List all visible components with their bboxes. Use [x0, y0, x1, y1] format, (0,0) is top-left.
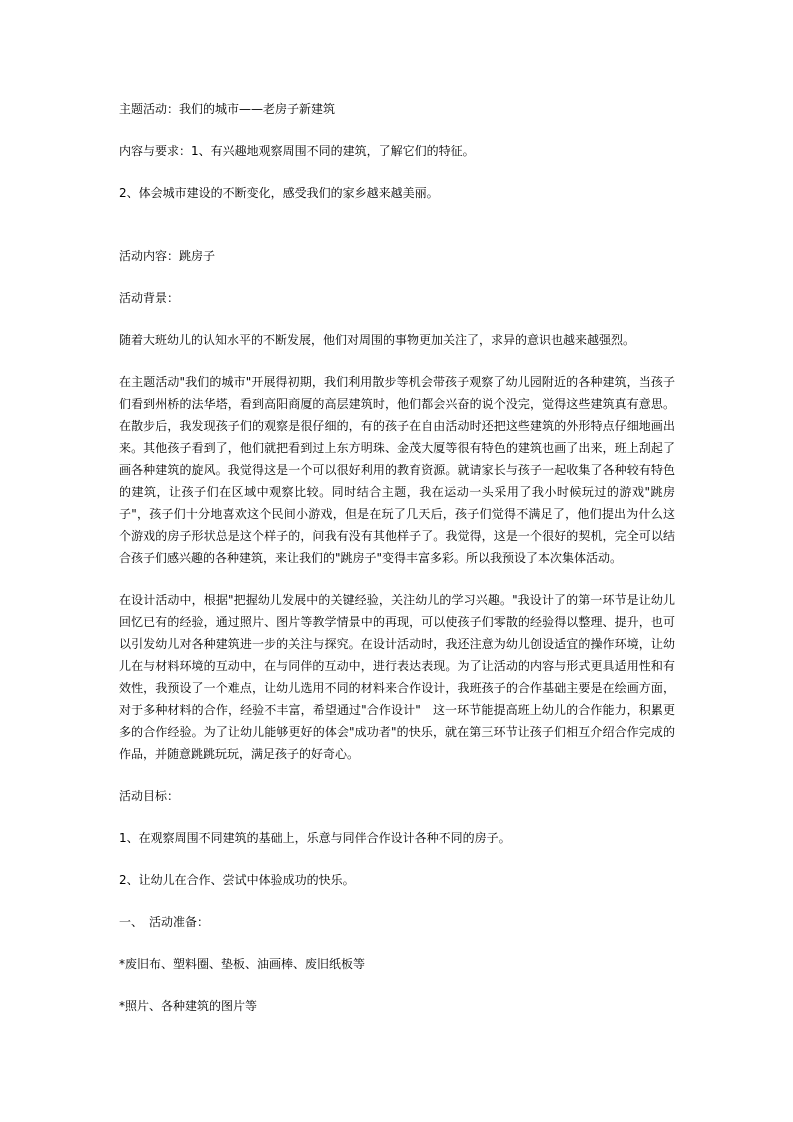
- theme-title: 主题活动：我们的城市——老房子新建筑: [119, 102, 336, 116]
- preparation-heading: 一、 活动准备：: [119, 915, 210, 929]
- background-paragraph-1: 随着大班幼儿的认知水平的不断发展，他们对周围的事物更加关注了，求异的意识也越来越强烈。: [119, 333, 636, 347]
- goals-heading: 活动目标：: [119, 789, 180, 803]
- background-paragraph-3: 在设计活动中，根据"把握幼儿发展中的关键经验，关注幼儿的学习兴趣。"我设计了的第一环节是让幼儿回忆已有的经验，通过照片、图片等教学情景中的再现，可以使孩子们零散的经验得以整理、提升，也可以引发幼儿对各种建筑进一步的关注与探究。在设计活动时，我还注意为幼儿创设适宜的操作环境，让幼儿在与材料环境的互动中，在与同伴的互动中，进行表达表现。为了让活动的内容与形式更具适用性和有效性，我预设了一个难点，让幼儿选用不同的材料来合作设计，我班孩子的合作基础主要是在绘画方面，对于多种材料的合作，经验不丰富，希望通过"合作设计" 这一环节能提高班上幼儿的合作能力，积累更多的合作经验。为了让幼儿能够更好的体会"成功者"的快乐，就在第三环节让孩子们相互介绍合作完成的作品，并随意跳跳玩玩，满足孩子的好奇心。: [119, 593, 675, 761]
- background-heading: 活动背景：: [119, 291, 180, 305]
- goal-1: 1、在观察周围不同建筑的基础上，乐意与同伴合作设计各种不同的房子。: [119, 831, 511, 845]
- goal-2: 2、让幼儿在合作、尝试中体验成功的快乐。: [119, 873, 355, 887]
- activity-content: 活动内容：跳房子: [119, 249, 216, 263]
- background-paragraph-2: 在主题活动"我们的城市"开展得初期，我们利用散步等机会带孩子观察了幼儿园附近的各种建筑，当孩子们看到州桥的法华塔，看到高阳商厦的高层建筑时，他们都会兴奋的说个没完，觉得这些建筑真有意思。在散步后，我发现孩子们的观察是很仔细的，有的孩子在自由活动时还把这些建筑的外形特点仔细地画出来。其他孩子看到了，他们就把看到过上东方明珠、金茂大厦等很有特色的建筑也画了出来，班上刮起了画各种建筑的旋风。我觉得这是一个可以很好利用的教育资源。就请家长与孩子一起收集了各种较有特色的建筑，让孩子们在区域中观察比较。同时结合主题，我在运动一头采用了我小时候玩过的游戏"跳房子"，孩子们十分地喜欢这个民间小游戏，但是在玩了几天后，孩子们觉得不满足了，他们提出为什么这个游戏的房子形状总是这个样子的，问我有没有其他样子了。我觉得，这是一个很好的契机，完全可以结合孩子们感兴趣的各种建筑，来让我们的"跳房子"变得丰富多彩。所以我预设了本次集体活动。: [119, 375, 675, 565]
- preparation-item-1: *废旧布、塑料圈、垫板、油画棒、废旧纸板等: [119, 957, 366, 971]
- document-body: [119, 98, 675, 1017]
- requirement-1: 内容与要求：1、有兴趣地观察周围不同的建筑，了解它们的特征。: [119, 144, 475, 158]
- preparation-item-2: *照片、各种建筑的图片等: [119, 999, 258, 1013]
- requirement-2: 2、体会城市建设的不断变化，感受我们的家乡越来越美丽。: [119, 186, 439, 200]
